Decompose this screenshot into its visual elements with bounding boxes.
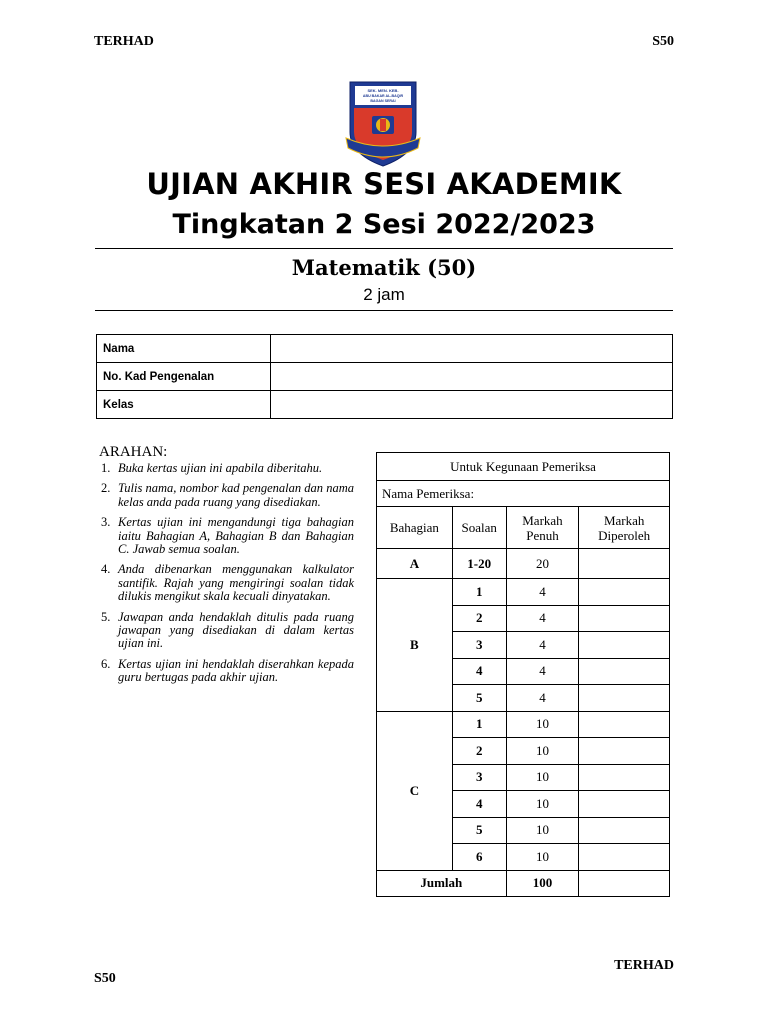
question-cell: 4	[452, 658, 506, 685]
question-cell: 6	[452, 844, 506, 871]
header-full-marks: Markah Penuh	[506, 507, 579, 549]
logo-text-3: BAGAN SERAI	[370, 99, 396, 103]
instruction-item	[100, 563, 354, 603]
instruction-text: Kertas ujian ini mengandungi tiga bahagian iaitu Bahagian A, Bahagian B dan Bahagian C. Jawab semua soalan.	[118, 515, 354, 557]
total-full-marks: 100	[506, 870, 579, 897]
logo-text-2: ABU BAKAR AL-BAQIR	[362, 94, 404, 98]
info-field-name[interactable]	[271, 335, 673, 363]
examiner-marks-table	[376, 452, 670, 897]
section-b-label: B	[377, 579, 453, 712]
examiner-table-title: Untuk Kegunaan Pemeriksa	[377, 453, 670, 481]
footer-classification: TERHAD	[614, 958, 674, 973]
header-classification: TERHAD	[94, 34, 154, 49]
question-cell: 2	[452, 605, 506, 632]
info-row-ic	[97, 363, 673, 391]
instruction-number: 2.	[101, 481, 111, 496]
school-logo	[344, 74, 422, 170]
total-label: Jumlah	[377, 870, 507, 897]
instruction-item	[100, 516, 354, 556]
instruction-text: Anda dibenarkan menggunakan kalkulator santifik. Rajah yang mengiringi soalan tidak dilukis mengikut skala kecuali dinyatakan.	[118, 562, 354, 604]
instruction-text: Jawapan anda hendaklah ditulis pada ruang jawapan yang disediakan di dalam kertas ujian ini.	[118, 609, 354, 651]
instruction-item	[100, 611, 354, 651]
question-cell: 4	[452, 791, 506, 818]
instruction-text: Tulis nama, nombor kad pengenalan dan nama kelas anda pada ruang yang disediakan.	[118, 481, 354, 509]
question-cell: 1	[452, 711, 506, 738]
full-marks-cell: 10	[506, 844, 579, 871]
obtained-marks-cell[interactable]	[579, 605, 670, 632]
obtained-marks-cell[interactable]	[579, 764, 670, 791]
obtained-marks-cell[interactable]	[579, 738, 670, 765]
exam-duration: 2 jam	[363, 285, 405, 304]
examiner-name-field[interactable]: Nama Pemeriksa:	[377, 481, 670, 507]
full-marks-cell: 4	[506, 685, 579, 712]
instruction-text: Kertas ujian ini hendaklah diserahkan kepada guru bertugas pada akhir ujian.	[118, 656, 354, 685]
instruction-item	[100, 482, 354, 509]
total-obtained-marks[interactable]	[579, 870, 670, 897]
info-row-name	[97, 335, 673, 363]
obtained-marks-cell[interactable]	[579, 632, 670, 659]
question-cell: 2	[452, 738, 506, 765]
instruction-number: 4.	[101, 562, 111, 577]
full-marks-cell: 10	[506, 738, 579, 765]
full-marks-cell: 4	[506, 658, 579, 685]
instruction-number: 1.	[101, 461, 111, 475]
full-marks-cell: 4	[506, 579, 579, 606]
question-cell: 3	[452, 764, 506, 791]
obtained-marks-cell[interactable]	[579, 711, 670, 738]
section-a-label: A	[377, 549, 453, 579]
instruction-number: 3.	[101, 515, 111, 530]
full-marks-cell: 10	[506, 711, 579, 738]
full-marks-cell: 10	[506, 791, 579, 818]
instruction-item	[100, 462, 354, 475]
exam-title: UJIAN AKHIR SESI AKADEMIK	[146, 167, 622, 201]
full-marks-cell: 10	[506, 817, 579, 844]
info-field-ic[interactable]	[271, 363, 673, 391]
obtained-marks-cell[interactable]	[579, 817, 670, 844]
full-marks-cell: 20	[506, 549, 579, 579]
info-label-ic: No. Kad Pengenalan	[97, 363, 271, 391]
question-cell: 1-20	[452, 549, 506, 579]
info-row-class	[97, 391, 673, 419]
obtained-marks-cell[interactable]	[579, 658, 670, 685]
info-label-class: Kelas	[97, 391, 271, 419]
instruction-number: 6.	[101, 656, 111, 671]
question-cell: 5	[452, 817, 506, 844]
divider-bottom	[95, 310, 673, 311]
divider-top	[95, 248, 673, 249]
full-marks-cell: 10	[506, 764, 579, 791]
candidate-info-table	[96, 334, 673, 419]
instruction-number: 5.	[101, 609, 111, 624]
full-marks-cell: 4	[506, 632, 579, 659]
info-field-class[interactable]	[271, 391, 673, 419]
instruction-text: Buka kertas ujian ini apabila diberitahu.	[118, 461, 323, 475]
subject-title: Matematik (50)	[291, 255, 477, 280]
question-cell: 3	[452, 632, 506, 659]
obtained-marks-cell[interactable]	[579, 579, 670, 606]
instructions-list	[100, 462, 354, 692]
logo-text-1: SEK. MEN. KEB.	[367, 88, 399, 93]
obtained-marks-cell[interactable]	[579, 791, 670, 818]
obtained-marks-cell[interactable]	[579, 549, 670, 579]
question-cell: 5	[452, 685, 506, 712]
section-c-label: C	[377, 711, 453, 870]
info-label-name: Nama	[97, 335, 271, 363]
full-marks-cell: 4	[506, 605, 579, 632]
header-code: S50	[652, 34, 674, 49]
exam-subtitle: Tingkatan 2 Sesi 2022/2023	[172, 209, 596, 240]
obtained-marks-cell[interactable]	[579, 685, 670, 712]
footer-code: S50	[94, 971, 116, 986]
instruction-item	[100, 658, 354, 685]
header-section: Bahagian	[377, 507, 453, 549]
question-cell: 1	[452, 579, 506, 606]
header-question: Soalan	[452, 507, 506, 549]
header-obtained-marks: Markah Diperoleh	[579, 507, 670, 549]
instructions-title: ARAHAN:	[99, 444, 168, 460]
obtained-marks-cell[interactable]	[579, 844, 670, 871]
